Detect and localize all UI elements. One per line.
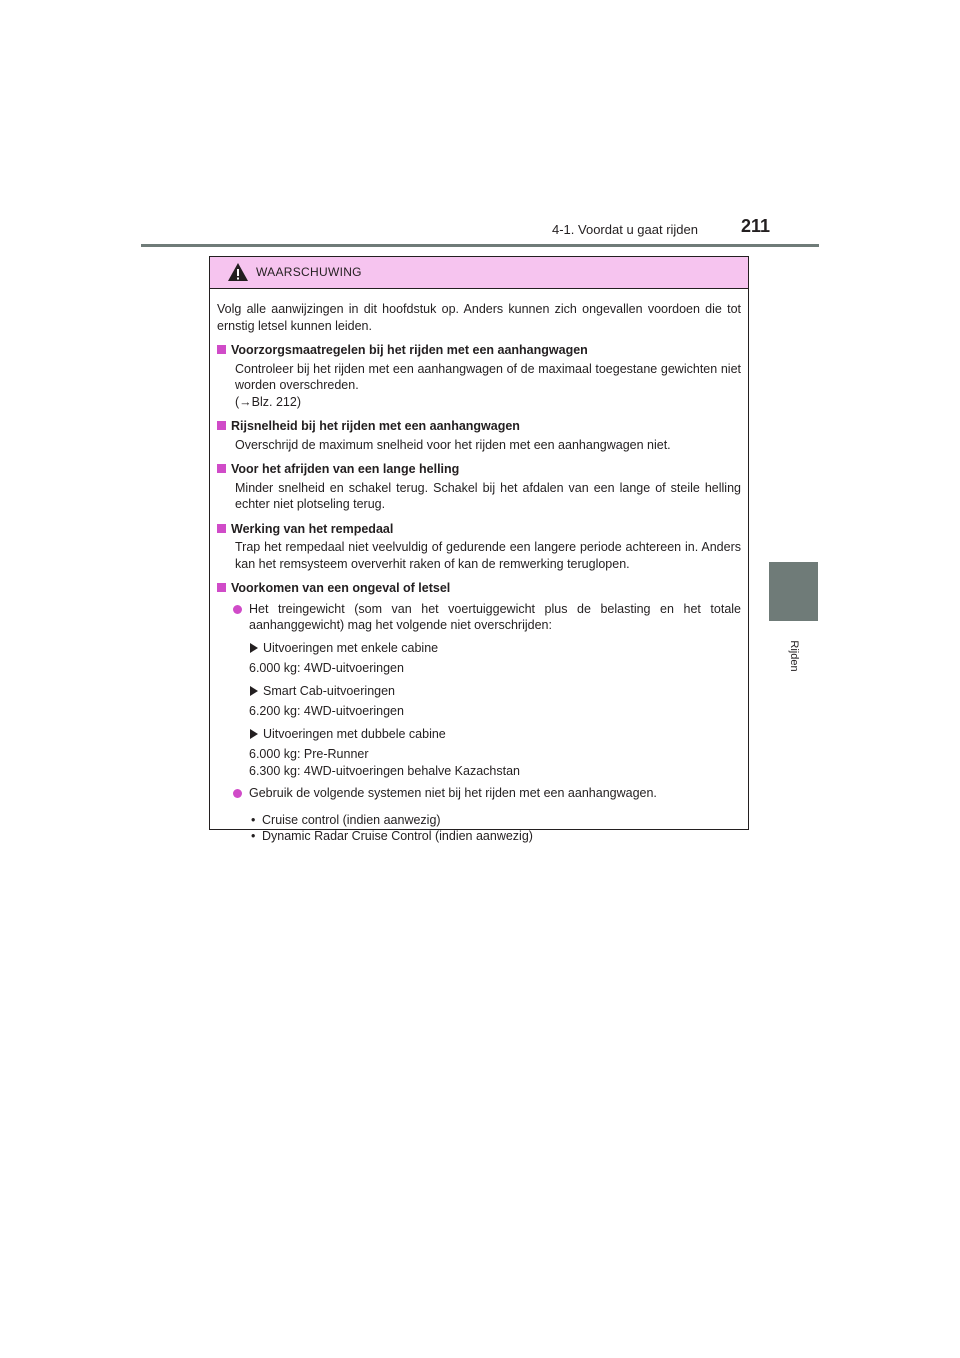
warning-box <box>209 256 749 843</box>
square-bullet-icon <box>217 464 226 473</box>
square-bullet-icon <box>217 524 226 533</box>
weight-limit: 6.300 kg: 4WD-uitvoeringen behalve Kazachstan <box>249 763 520 778</box>
header-rule <box>141 244 819 247</box>
list-item: Het treingewicht (som van het voertuiggewicht plus de belasting en het totale aanhanggewicht) mag het volgende niet overschrijden: <box>217 601 741 634</box>
section-text: Overschrijd de maximum snelheid voor het rijden met een aanhangwagen niet. <box>235 437 671 452</box>
section-heading: Werking van het rempedaal <box>217 521 741 538</box>
square-bullet-icon <box>217 345 226 354</box>
warning-intro: Volg alle aanwijzingen in dit hoofdstuk op. Anders kunnen zich ongevallen voordoen die tot ernstig letsel kunnen leiden. <box>217 302 741 333</box>
warning-triangle-icon <box>227 262 249 282</box>
triangle-arrow-icon <box>250 643 258 653</box>
warning-body <box>210 289 748 845</box>
section-text: Minder snelheid en schakel terug. Schakel bij het afdalen van een lange of steile helling echter niet plotseling terug. <box>235 480 741 511</box>
page-reference: (→Blz. 212) <box>235 394 301 409</box>
warning-title: WAARSCHUWING <box>256 265 362 279</box>
variant-heading: Uitvoeringen met dubbele cabine <box>217 726 741 743</box>
square-bullet-icon <box>217 421 226 430</box>
weight-limit: 6.200 kg: 4WD-uitvoeringen <box>249 704 404 718</box>
variant-heading: Uitvoeringen met enkele cabine <box>217 640 741 657</box>
chapter-label: Rijden <box>788 640 800 672</box>
section-title: 4-1. Voordat u gaat rijden <box>552 222 698 237</box>
section-text: Trap het rempedaal niet veelvuldig of gedurende een langere periode achtereen in. Anders kan het remsysteem oververhit raken of kan de remwerking teruglopen. <box>235 540 741 571</box>
triangle-arrow-icon <box>250 686 258 696</box>
system-item: • Dynamic Radar Cruise Control (indien aanwezig) <box>251 829 533 843</box>
section-heading: Rijsnelheid bij het rijden met een aanhangwagen <box>217 418 741 435</box>
warning-header <box>210 257 748 289</box>
section-heading: Voor het afrijden van een lange helling <box>217 461 741 478</box>
section-text: Controleer bij het rijden met een aanhangwagen of de maximaal toegestane gewichten niet worden overschreden. (→Blz. 212) <box>235 361 741 409</box>
system-item: • Cruise control (indien aanwezig) <box>251 812 441 827</box>
bullet-icon: • <box>251 812 256 827</box>
weight-limit: 6.000 kg: Pre-Runner <box>249 747 369 761</box>
page-number: 211 <box>741 216 771 236</box>
circle-bullet-icon <box>233 605 242 614</box>
section-heading: Voorkomen van een ongeval of letsel <box>217 580 741 597</box>
square-bullet-icon <box>217 583 226 592</box>
chapter-number: 4 <box>790 1136 797 1150</box>
triangle-arrow-icon <box>250 729 258 739</box>
variant-heading: Smart Cab-uitvoeringen <box>217 683 741 700</box>
list-item: Gebruik de volgende systemen niet bij het rijden met een aanhangwagen. <box>217 785 741 802</box>
weight-limit: 6.000 kg: 4WD-uitvoeringen <box>249 661 404 675</box>
section-heading: Voorzorgsmaatregelen bij het rijden met een aanhangwagen <box>217 342 741 359</box>
circle-bullet-icon <box>233 789 242 798</box>
bullet-icon: • <box>251 829 256 843</box>
